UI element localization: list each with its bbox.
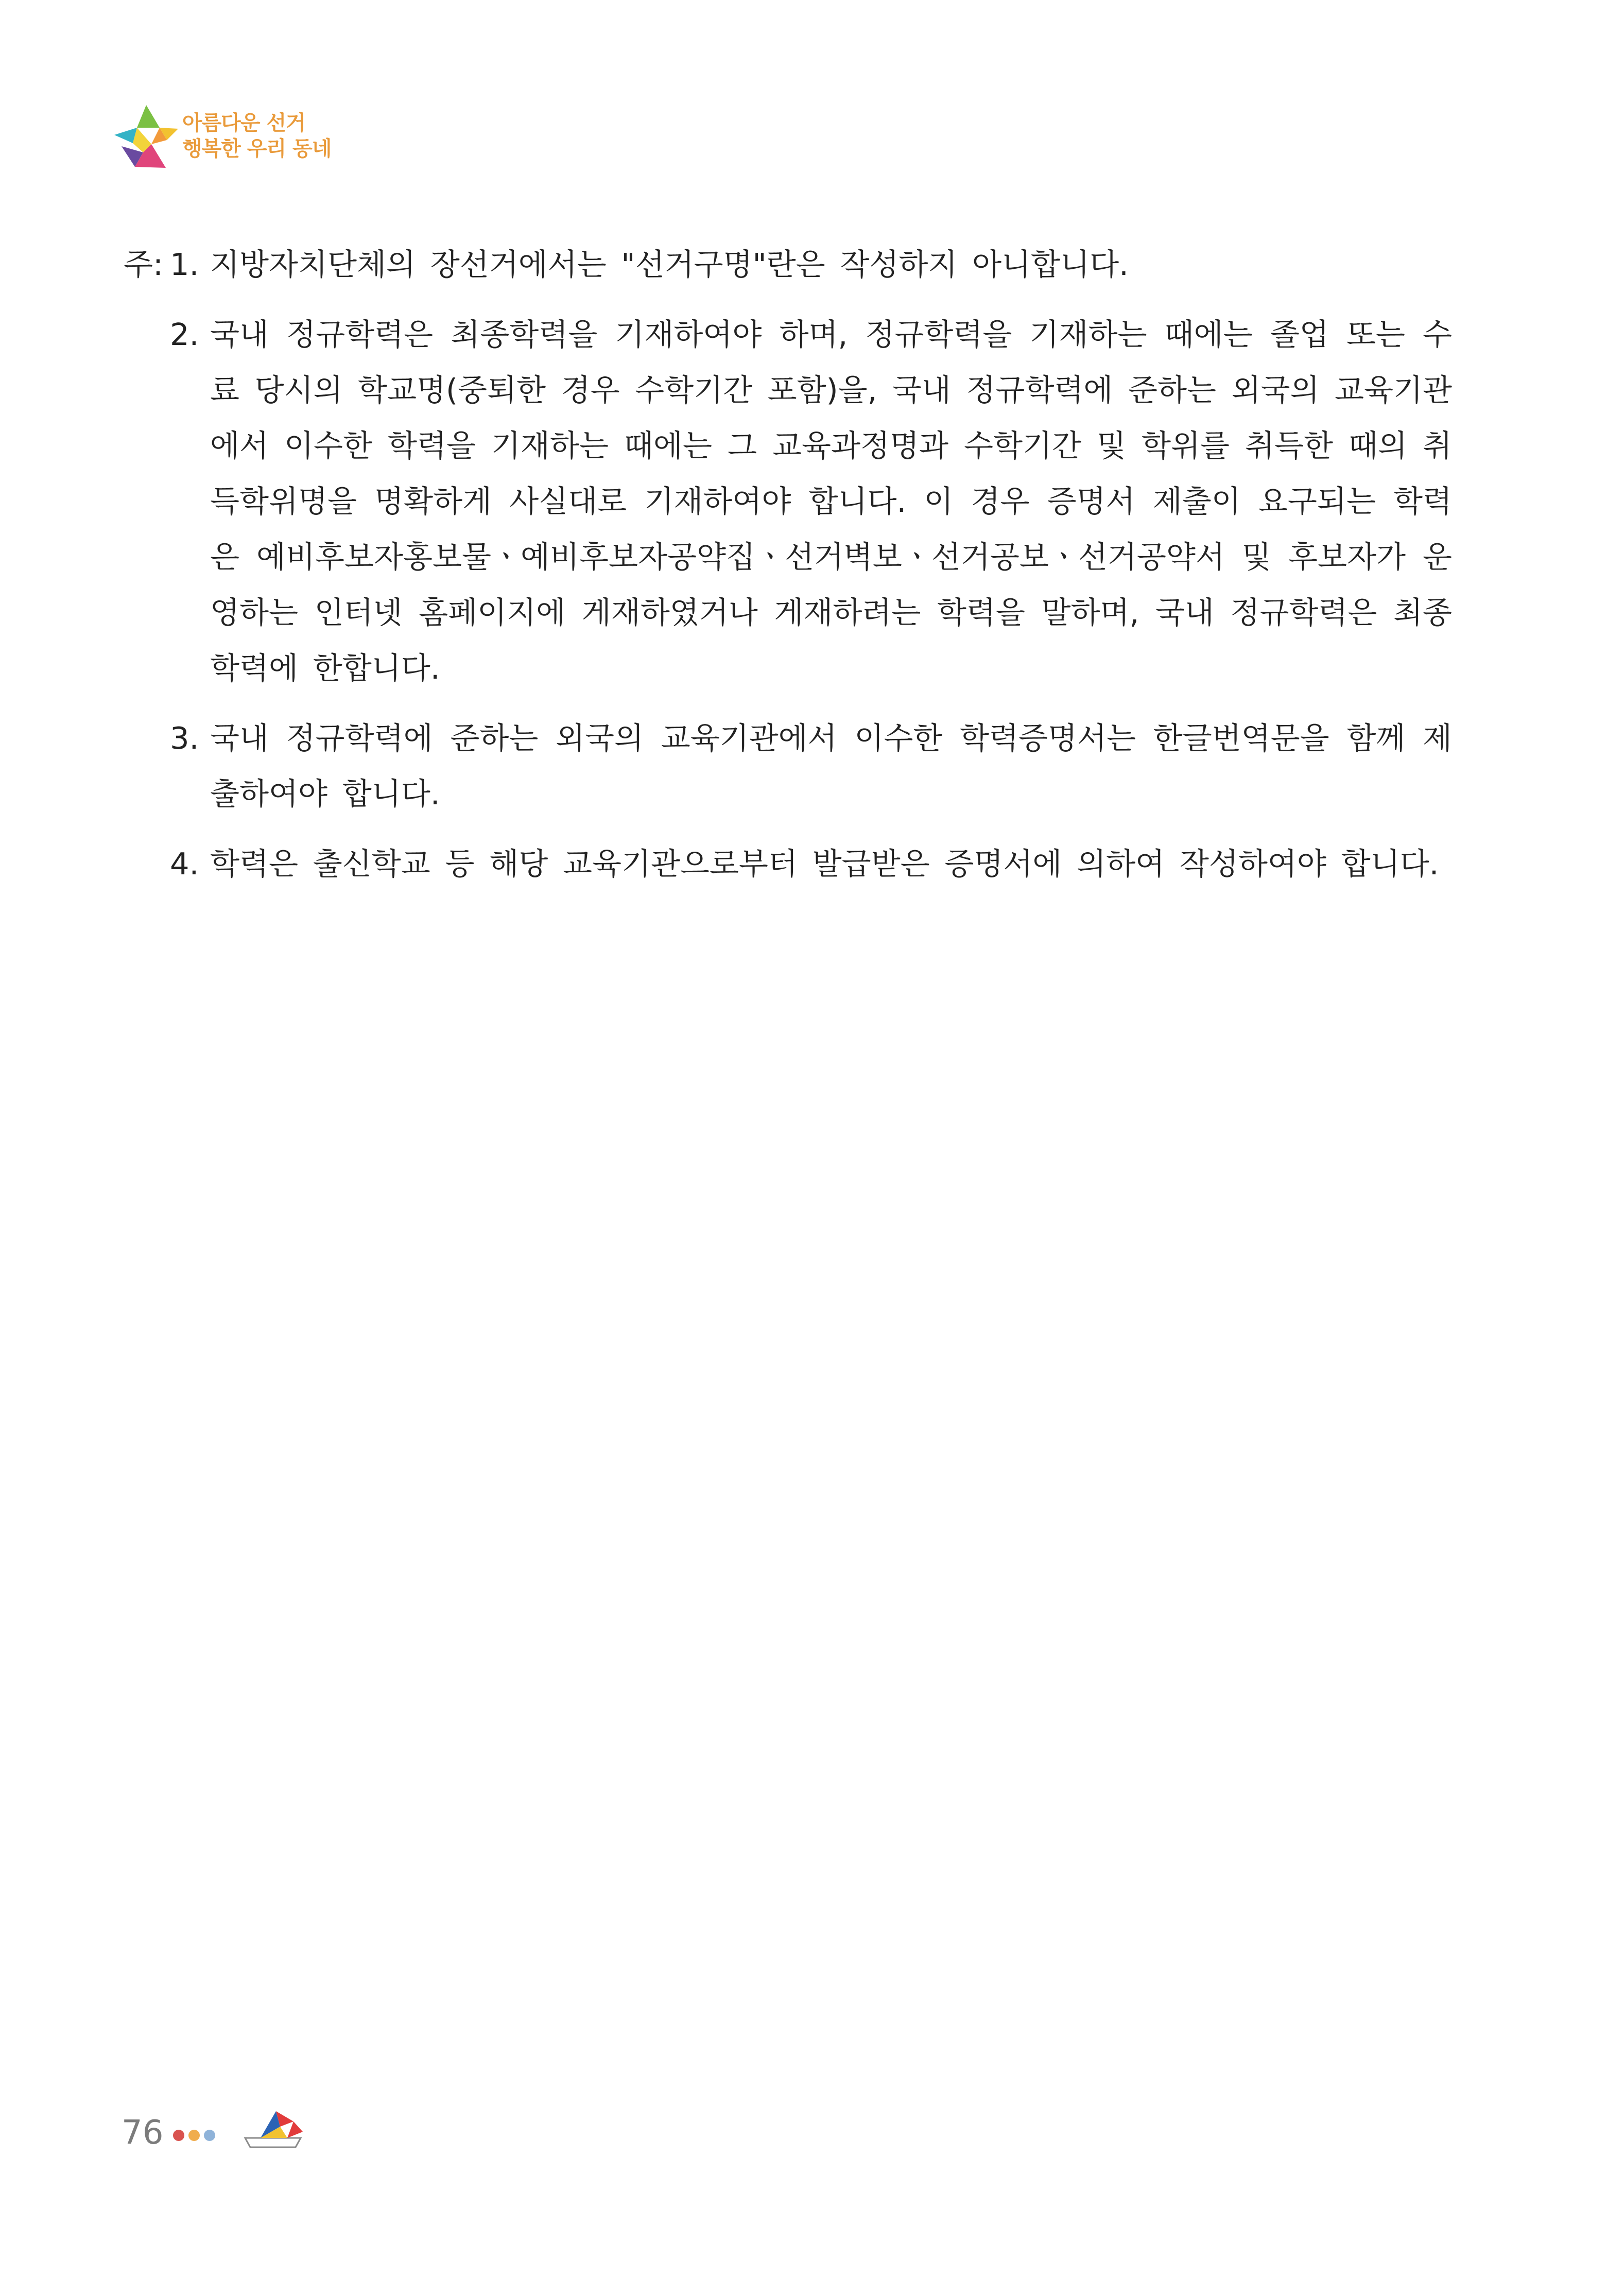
footer-dot-red xyxy=(173,2130,184,2141)
logo-line-2: 행복한 우리 동네 xyxy=(182,137,332,161)
note-number: 1. xyxy=(170,247,199,282)
footer-dots xyxy=(173,2130,230,2143)
note-number: 2. xyxy=(170,317,199,352)
notes-section xyxy=(124,237,1452,892)
tangram-logo-icon xyxy=(112,103,180,170)
note-item-3 xyxy=(170,711,1452,822)
note-item-4 xyxy=(170,836,1452,892)
note-text: 국내 정규학력은 최종학력을 기재하여야 하며, 정규학력을 기재하는 때에는 졸업 또는 수료 당시의 학교명(중퇴한 경우 수학기간 포함)을, 국내 정규학력에 준하는 외국의 교육기관에서 이수한 학력을 기재하는 때에는 그 교육과정명과 수학기간 및 학위를 취득한 때의 취득학위명을 명확하게 사실대로 기재하여야 합니다. 이 경우 증명서 제출이 요구되는 학력은 예비후보자홍보물ㆍ예비후보자공약집ㆍ선거벽보ㆍ선거공보ㆍ선거공약서 및 후보자가 운영하는 인터넷 홈페이지에 게재하였거나 게재하려는 학력을 말하며, 국내 정규학력은 최종학력에 한합니다. xyxy=(210,317,1452,686)
note-number: 3. xyxy=(170,720,199,756)
footer-dot-orange xyxy=(188,2130,200,2141)
page-footer xyxy=(122,2106,327,2163)
page-number: 76 xyxy=(122,2114,164,2152)
footer-dot-blue xyxy=(204,2130,215,2141)
note-text: 학력은 출신학교 등 해당 교육기관으로부터 발급받은 증명서에 의하여 작성하여야 합니다. xyxy=(210,846,1439,882)
note-number: 4. xyxy=(170,846,199,882)
election-bird-icon xyxy=(240,2106,307,2158)
header-logo xyxy=(112,103,339,170)
note-text: 지방자치단체의 장선거에서는 "선거구명"란은 작성하지 아니합니다. xyxy=(210,247,1129,282)
notes-prefix: 주: xyxy=(124,247,163,282)
note-text: 국내 정규학력에 준하는 외국의 교육기관에서 이수한 학력증명서는 한글번역문을 함께 제출하여야 합니다. xyxy=(210,720,1452,812)
logo-text xyxy=(182,110,331,162)
note-item-1 xyxy=(124,237,1452,292)
logo-line-1: 아름다운 선거 xyxy=(182,111,305,135)
note-item-2 xyxy=(170,307,1452,696)
